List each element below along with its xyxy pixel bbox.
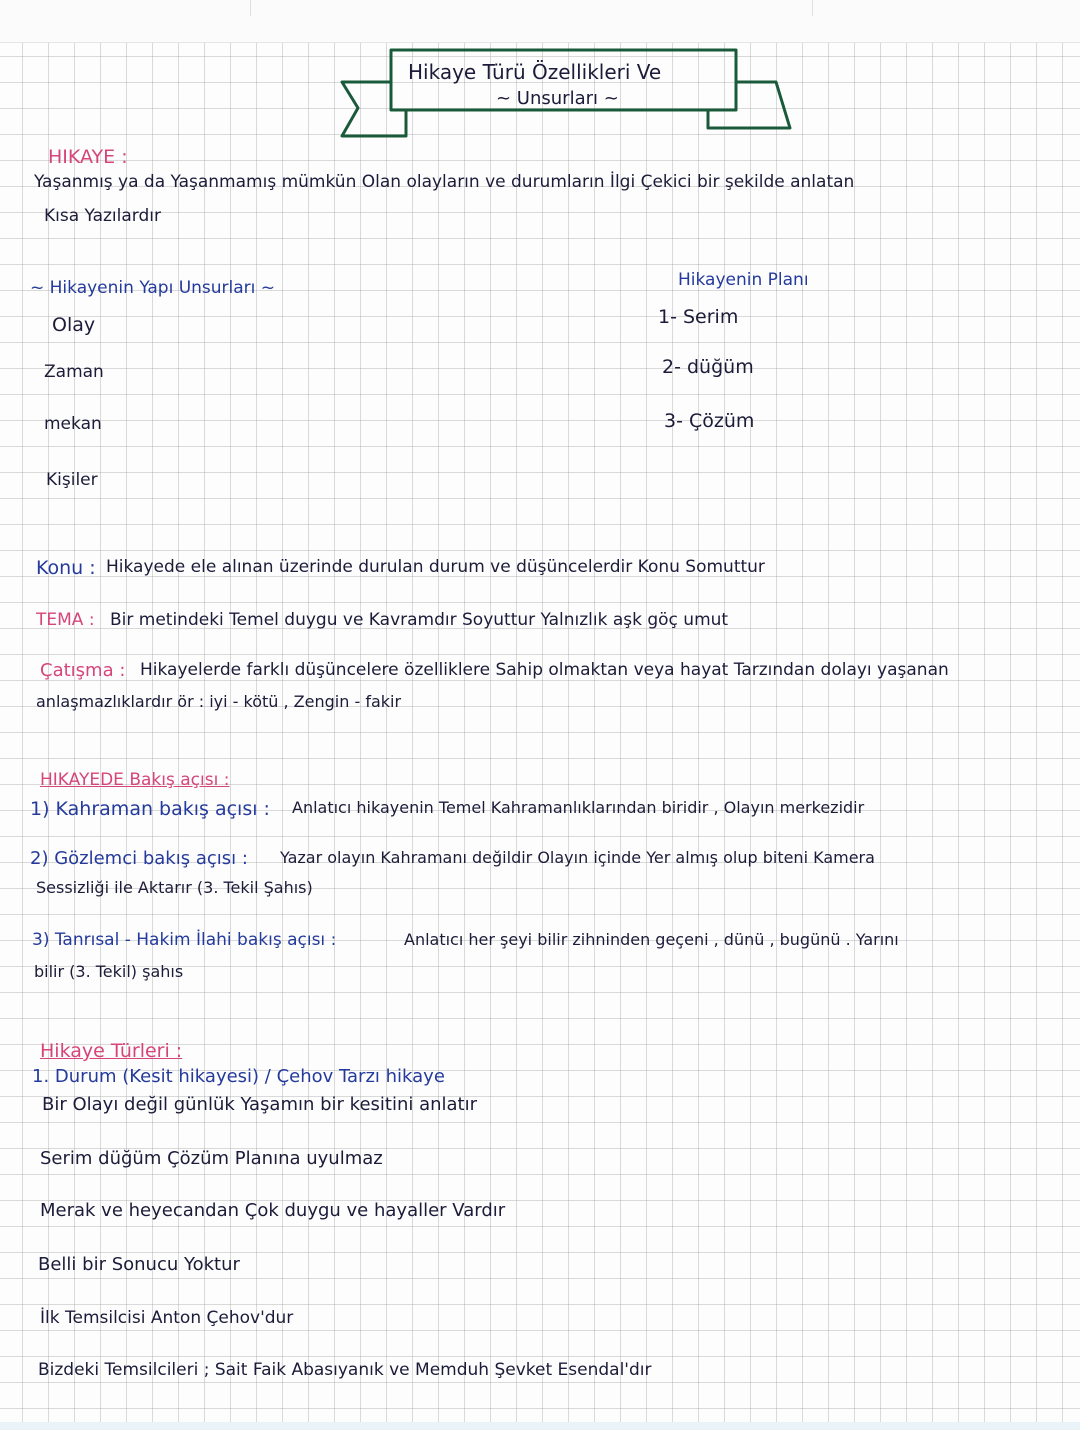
turler-subheading: 1. Durum (Kesit hikayesi) / Çehov Tarzı hikaye <box>32 1066 445 1087</box>
turler-line: Serim düğüm Çözüm Planına uyulmaz <box>40 1148 383 1169</box>
yapi-unsur-item: Zaman <box>44 362 104 382</box>
yapi-unsurlari-heading: ~ Hikayenin Yapı Unsurları ~ <box>30 278 276 298</box>
page-bottom-edge <box>0 1422 1080 1430</box>
hikaye-heading: HIKAYE : <box>48 146 128 168</box>
bakis-item-2-line-2: Sessizliği ile Aktarır (3. Tekil Şahıs) <box>36 878 313 897</box>
plan-item: 2- düğüm <box>662 356 754 378</box>
hikaye-definition-line-1: Yaşanmış ya da Yaşanmamış mümkün Olan olayların ve durumların İlgi Çekici bir şekilde anlatan <box>34 172 855 192</box>
turler-line: Merak ve heyecandan Çok duygu ve hayaller Vardır <box>40 1200 506 1221</box>
konu-label: Konu : <box>36 557 96 579</box>
bakis-item-1-label: 1) Kahraman bakış açısı : <box>30 798 270 820</box>
bakis-item-1-text: Anlatıcı hikayenin Temel Kahramanlıklarından biridir , Olayın merkezidir <box>292 798 865 817</box>
turler-line: Bizdeki Temsilcileri ; Sait Faik Abasıyanık ve Memduh Şevket Esendal'dır <box>38 1360 652 1380</box>
bakis-item-3-line-2: bilir (3. Tekil) şahıs <box>34 962 184 981</box>
turler-heading: Hikaye Türleri : <box>40 1040 183 1062</box>
turler-line: Belli bir Sonucu Yoktur <box>38 1254 240 1275</box>
bakis-item-3-label: 3) Tanrısal - Hakim İlahi bakış açısı : <box>32 930 337 950</box>
turler-line: İlk Temsilcisi Anton Çehov'dur <box>40 1308 294 1328</box>
bakis-item-2-line-1: Yazar olayın Kahramanı değildir Olayın içinde Yer almış olup biteni Kamera <box>280 848 875 867</box>
tema-label: TEMA : <box>36 610 95 630</box>
bakis-item-3-line-1: Anlatıcı her şeyi bilir zihninden geçeni , dünü , bugünü . Yarını <box>404 930 899 949</box>
catisma-line-1: Hikayelerde farklı düşüncelere özelliklere Sahip olmaktan veya hayat Tarzından dolayı yaşanan <box>140 660 949 680</box>
yapi-unsur-item: Kişiler <box>46 470 98 490</box>
page-top-edge <box>0 0 1080 43</box>
yapi-unsur-item: mekan <box>44 414 102 434</box>
bakis-item-2-label: 2) Gözlemci bakış açısı : <box>30 848 248 869</box>
bakis-acisi-heading: HIKAYEDE Bakış açısı : <box>40 770 230 790</box>
title-line-2: ~ Unsurları ~ <box>496 88 619 109</box>
turler-line: Bir Olayı değil günlük Yaşamın bir kesitini anlatır <box>42 1094 478 1115</box>
konu-text: Hikayede ele alınan üzerinde durulan durum ve düşüncelerdir Konu Somuttur <box>106 557 765 577</box>
tema-text: Bir metindeki Temel duygu ve Kavramdır Soyuttur Yalnızlık aşk göç umut <box>110 610 729 630</box>
yapi-unsur-item: Olay <box>52 314 96 336</box>
title-banner <box>336 46 796 144</box>
hikaye-definition-line-2: Kısa Yazılardır <box>44 206 161 226</box>
catisma-line-2: anlaşmazlıklardır ör : iyi - kötü , Zengin - fakir <box>36 692 402 711</box>
plan-item: 1- Serim <box>658 306 739 328</box>
title-line-1: Hikaye Türü Özellikleri Ve <box>408 60 662 84</box>
catisma-label: Çatışma : <box>40 660 126 681</box>
plan-item: 3- Çözüm <box>664 410 755 432</box>
plan-heading: Hikayenin Planı <box>678 270 809 290</box>
